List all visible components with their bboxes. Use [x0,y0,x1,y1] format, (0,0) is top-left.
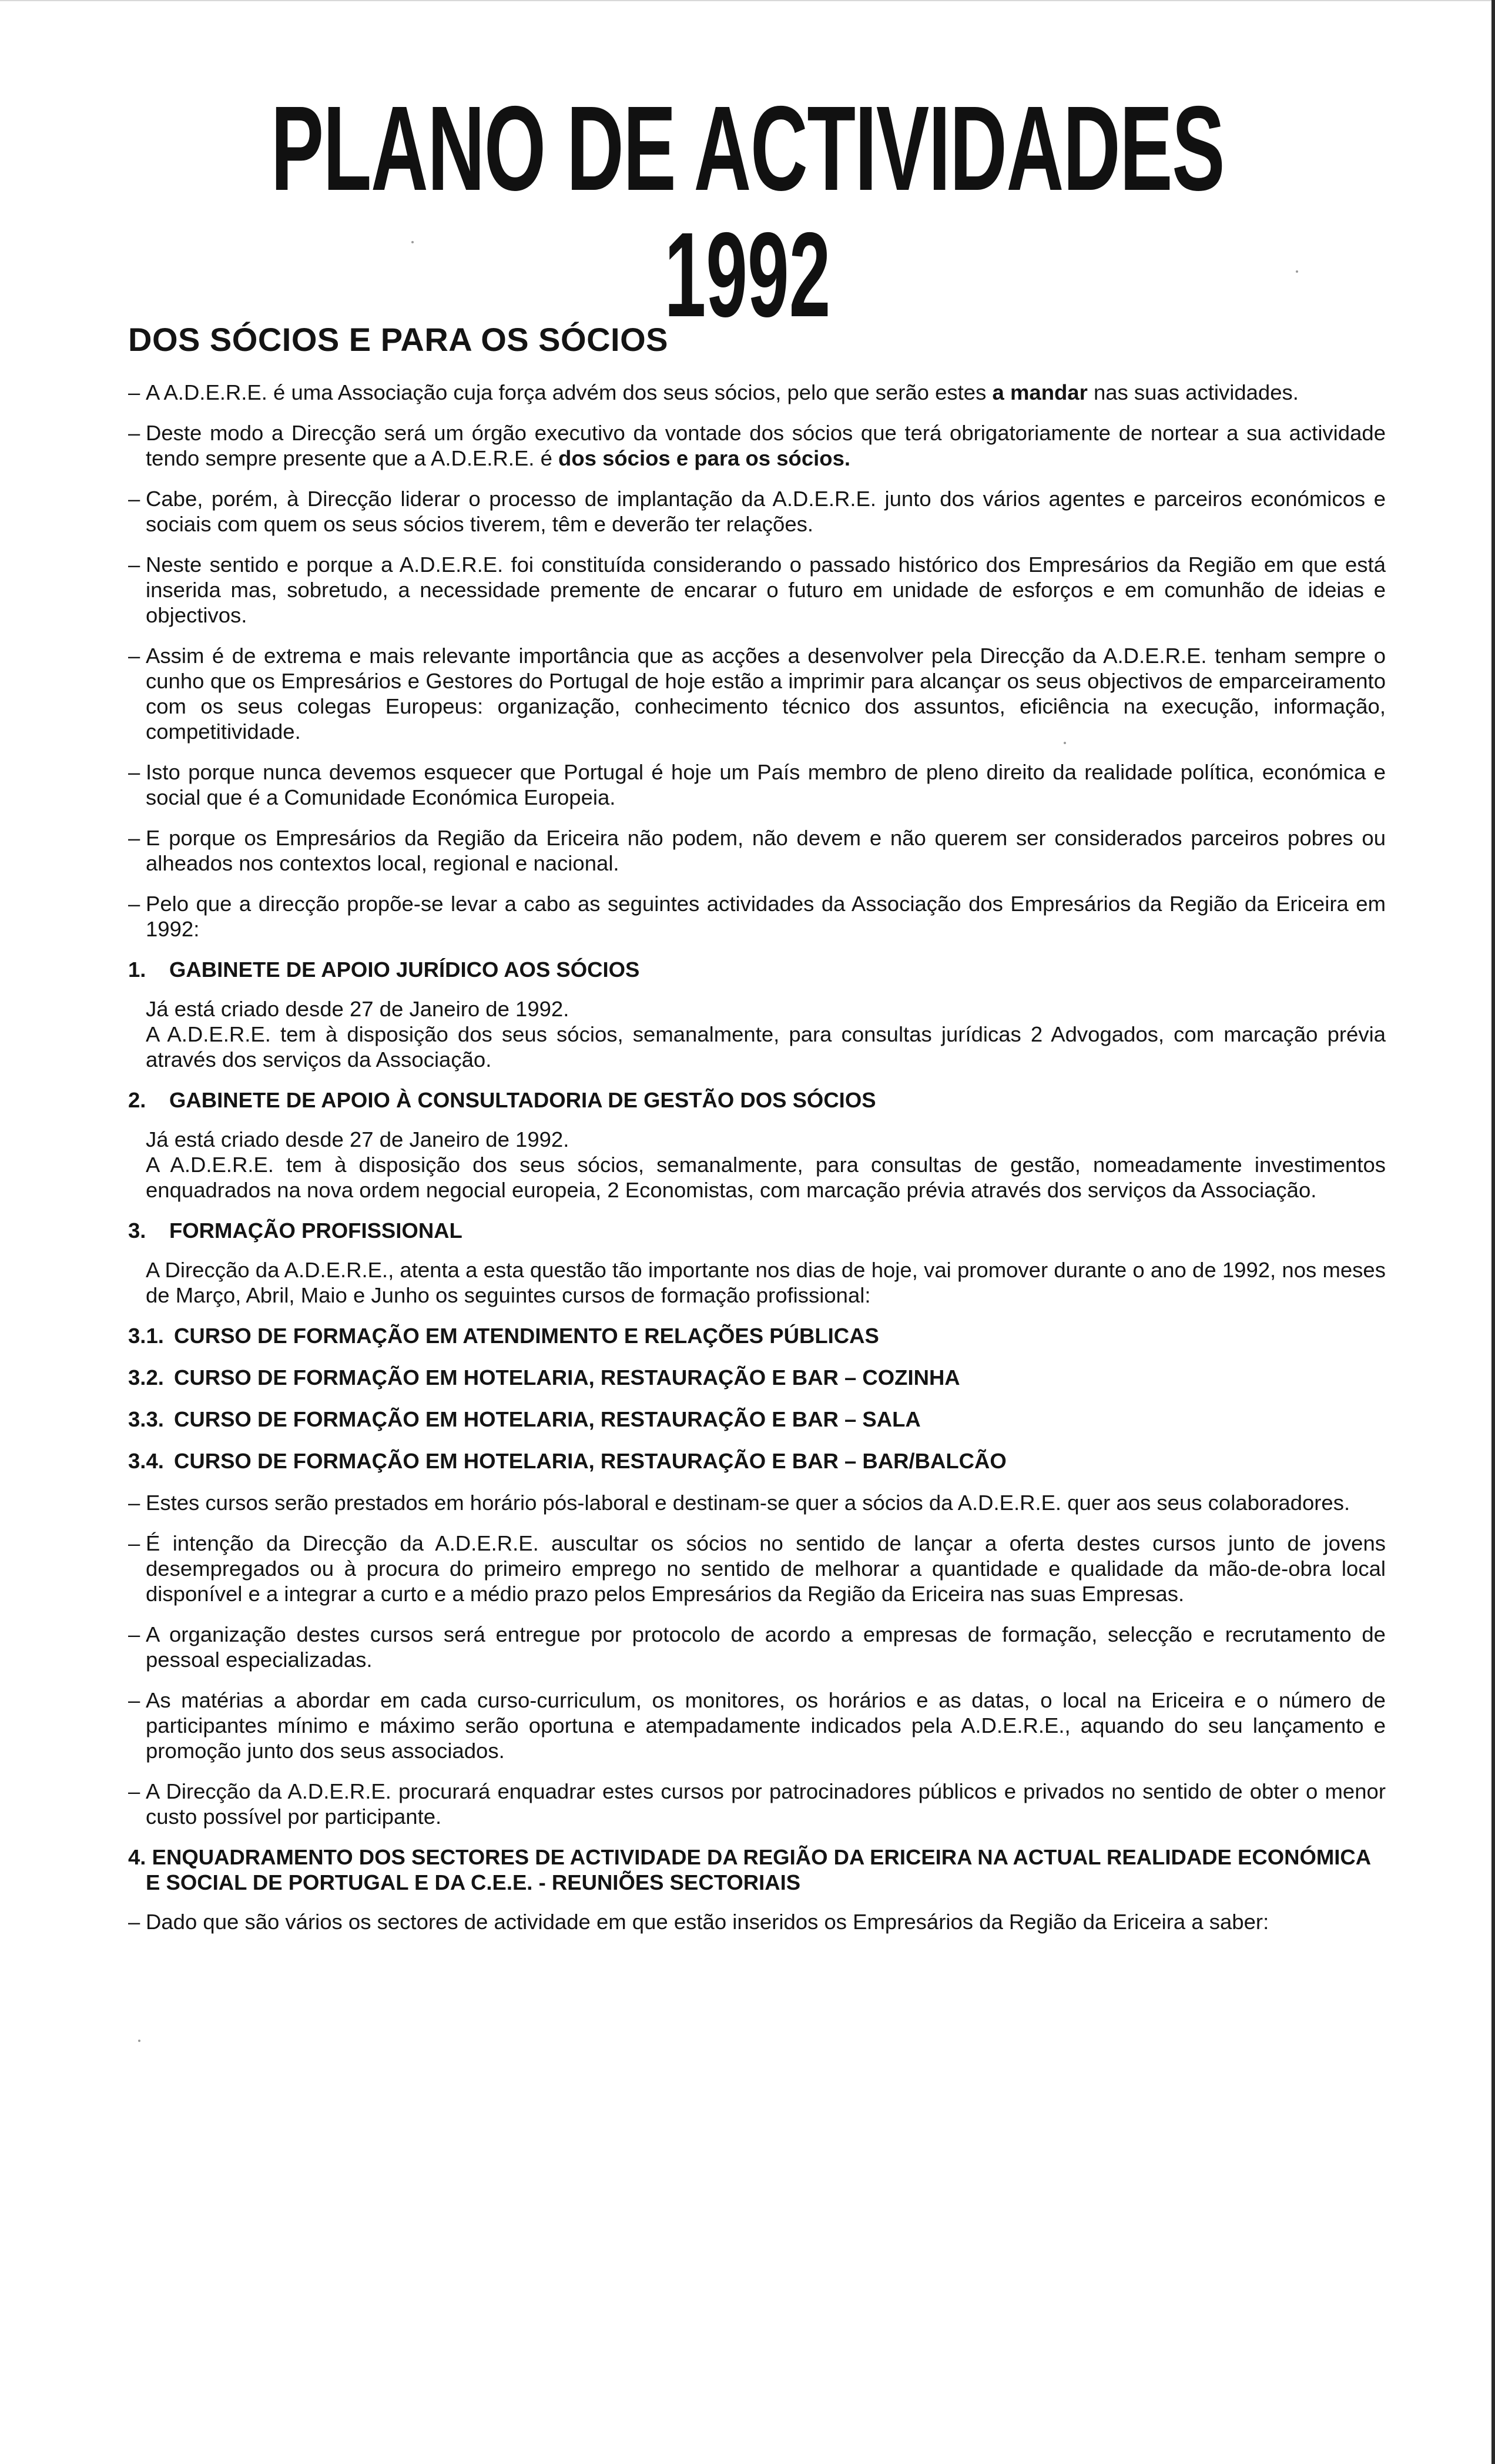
course-number: 3.1. [128,1324,164,1348]
course-bullet: – A organização destes cursos será entregue por protocolo de acordo a empresas de formação, selecção e recrutamento de pessoal especializadas. [128,1622,1386,1672]
final-bullet: – Dado que são vários os sectores de actividade em que estão inseridos os Empresários da Região da Ericeira a saber: [128,1909,1386,1934]
section-title: DOS SÓCIOS E PARA OS SÓCIOS [128,321,668,358]
intro-bullet: – Neste sentido e porque a A.D.E.R.E. foi constituída considerando o passado histórico dos Empresários da Região em que está inserida mas, sobretudo, a necessidade premente de encarar o futuro em unidade de esforços e em comunhão de ideias e objectivos. [128,552,1386,628]
section-2-heading [128,1087,1386,1113]
scan-right-edge [1491,0,1495,2464]
section-number: 1. [128,958,146,982]
course-bullet: – É intenção da Direcção da A.D.E.R.E. auscultar os sócios no sentido de lançar a oferta destes cursos junto de jovens desempregados ou à procura do primeiro emprego no sentido de melhorar a quantidade e qualidade da mão-de-obra local disponível e a integrar a curto e a médio prazo pelos Empresários da Região da Ericeira nas suas Empresas. [128,1531,1386,1606]
course-number: 3.3. [128,1407,164,1431]
scan-top-edge [0,0,1495,1]
section-heading-text: ENQUADRAMENTO DOS SECTORES DE ACTIVIDADE DA REGIÃO DA ERICEIRA NA ACTUAL REALIDADE ECONÓMICA E SOCIAL DE PORTUGAL E DA C.E.E. - REUNIÕES SECTORIAIS [146,1845,1370,1894]
section-1-text: Já está criado desde 27 de Janeiro de 1992. A A.D.E.R.E. tem à disposição dos seus sócios, semanalmente, para consultas jurídicas 2 Advogados, com marcação prévia através dos serviços da Associação. [146,997,1386,1072]
scan-speck [1296,270,1298,273]
course-title: CURSO DE FORMAÇÃO EM HOTELARIA, RESTAURAÇÃO E BAR – SALA [174,1407,921,1431]
course-heading [128,1323,1386,1348]
section-number: 2. [128,1088,146,1112]
course-number: 3.2. [128,1365,164,1390]
course-heading [128,1407,1386,1432]
document-year: 1992 [664,207,831,342]
intro-bullet: – Pelo que a direcção propõe-se levar a cabo as seguintes actividades da Associação dos Empresários da Região da Ericeira em 1992: [128,891,1386,942]
intro-bullet: – Isto porque nunca devemos esquecer que Portugal é hoje um País membro de pleno direito da realidade política, económica e social que é a Comunidade Económica Europeia. [128,759,1386,810]
section-number: 4. [128,1845,146,1869]
course-bullet: – Estes cursos serão prestados em horário pós-laboral e destinam-se quer a sócios da A.D.E.R.E. quer aos seus colaboradores. [128,1490,1386,1515]
section-3-heading [128,1218,1386,1243]
intro-bullet: – Deste modo a Direcção será um órgão executivo da vontade dos sócios que terá obrigatoriamente de nortear a sua actividade tendo sempre presente que a A.D.E.R.E. é dos sócios e para os sócios. [128,420,1386,471]
section-heading-text: GABINETE DE APOIO À CONSULTADORIA DE GESTÃO DOS SÓCIOS [169,1088,876,1112]
course-heading [128,1365,1386,1390]
section-heading-text: GABINETE DE APOIO JURÍDICO AOS SÓCIOS [169,958,640,982]
course-title: CURSO DE FORMAÇÃO EM HOTELARIA, RESTAURAÇÃO E BAR – COZINHA [174,1365,960,1390]
section-2-text: Já está criado desde 27 de Janeiro de 1992. A A.D.E.R.E. tem à disposição dos seus sócios, semanalmente, para consultas de gestão, nomeadamente investimentos enquadrados na nova ordem negocial europeia, 2 Economistas, com marcação prévia através dos serviços da Associação. [146,1127,1386,1202]
document-title: PLANO DE ACTIVIDADES [270,81,1225,216]
emphasis: dos sócios e para os sócios. [558,446,851,470]
intro-bullet: – Assim é de extrema e mais relevante importância que as acções a desenvolver pela Direcção da A.D.E.R.E. tenham sempre o cunho que os Empresários e Gestores do Portugal de hoje estão a imprimir para alcançar os seus objectivos de emparceiramento com os seus colegas Europeus: organização, conhecimento técnico dos assuntos, eficiência na execução, informação, competitividade. [128,643,1386,744]
document-body [128,322,1386,1950]
section-heading-text: FORMAÇÃO PROFISSIONAL [169,1218,462,1243]
course-number: 3.4. [128,1449,164,1473]
course-title: CURSO DE FORMAÇÃO EM HOTELARIA, RESTAURAÇÃO E BAR – BAR/BALCÃO [174,1449,1007,1473]
course-heading [128,1448,1386,1474]
course-title: CURSO DE FORMAÇÃO EM ATENDIMENTO E RELAÇÕES PÚBLICAS [174,1324,879,1348]
section-number: 3. [128,1218,146,1243]
intro-bullet: – A A.D.E.R.E. é uma Associação cuja força advém dos seus sócios, pelo que serão estes a mandar nas suas actividades. [128,380,1386,405]
intro-bullet: – Cabe, porém, à Direcção liderar o processo de implantação da A.D.E.R.E. junto dos vários agentes e parceiros económicos e sociais com quem os seus sócios tiverem, têm e deverão ter relações. [128,486,1386,537]
course-bullet: – As matérias a abordar em cada curso-curriculum, os monitores, os horários e as datas, o local na Ericeira e o número de participantes mínimo e máximo serão oportuna e atempadamente indicados pela A.D.E.R.E., aquando do seu lançamento e promoção junto dos seus associados. [128,1688,1386,1763]
section-1-heading [128,957,1386,982]
emphasis: a mandar [992,380,1088,404]
section-4-heading [128,1844,1386,1895]
course-bullet: – A Direcção da A.D.E.R.E. procurará enquadrar estes cursos por patrocinadores públicos e privados no sentido de obter o menor custo possível por participante. [128,1779,1386,1829]
section-3-text: A Direcção da A.D.E.R.E., atenta a esta questão tão importante nos dias de hoje, vai promover durante o ano de 1992, nos meses de Março, Abril, Maio e Junho os seguintes cursos de formação profissional: [146,1258,1386,1307]
scan-speck [138,2040,140,2042]
intro-bullet: – E porque os Empresários da Região da Ericeira não podem, não devem e não querem ser considerados parceiros pobres ou alheados nos contextos local, regional e nacional. [128,825,1386,876]
